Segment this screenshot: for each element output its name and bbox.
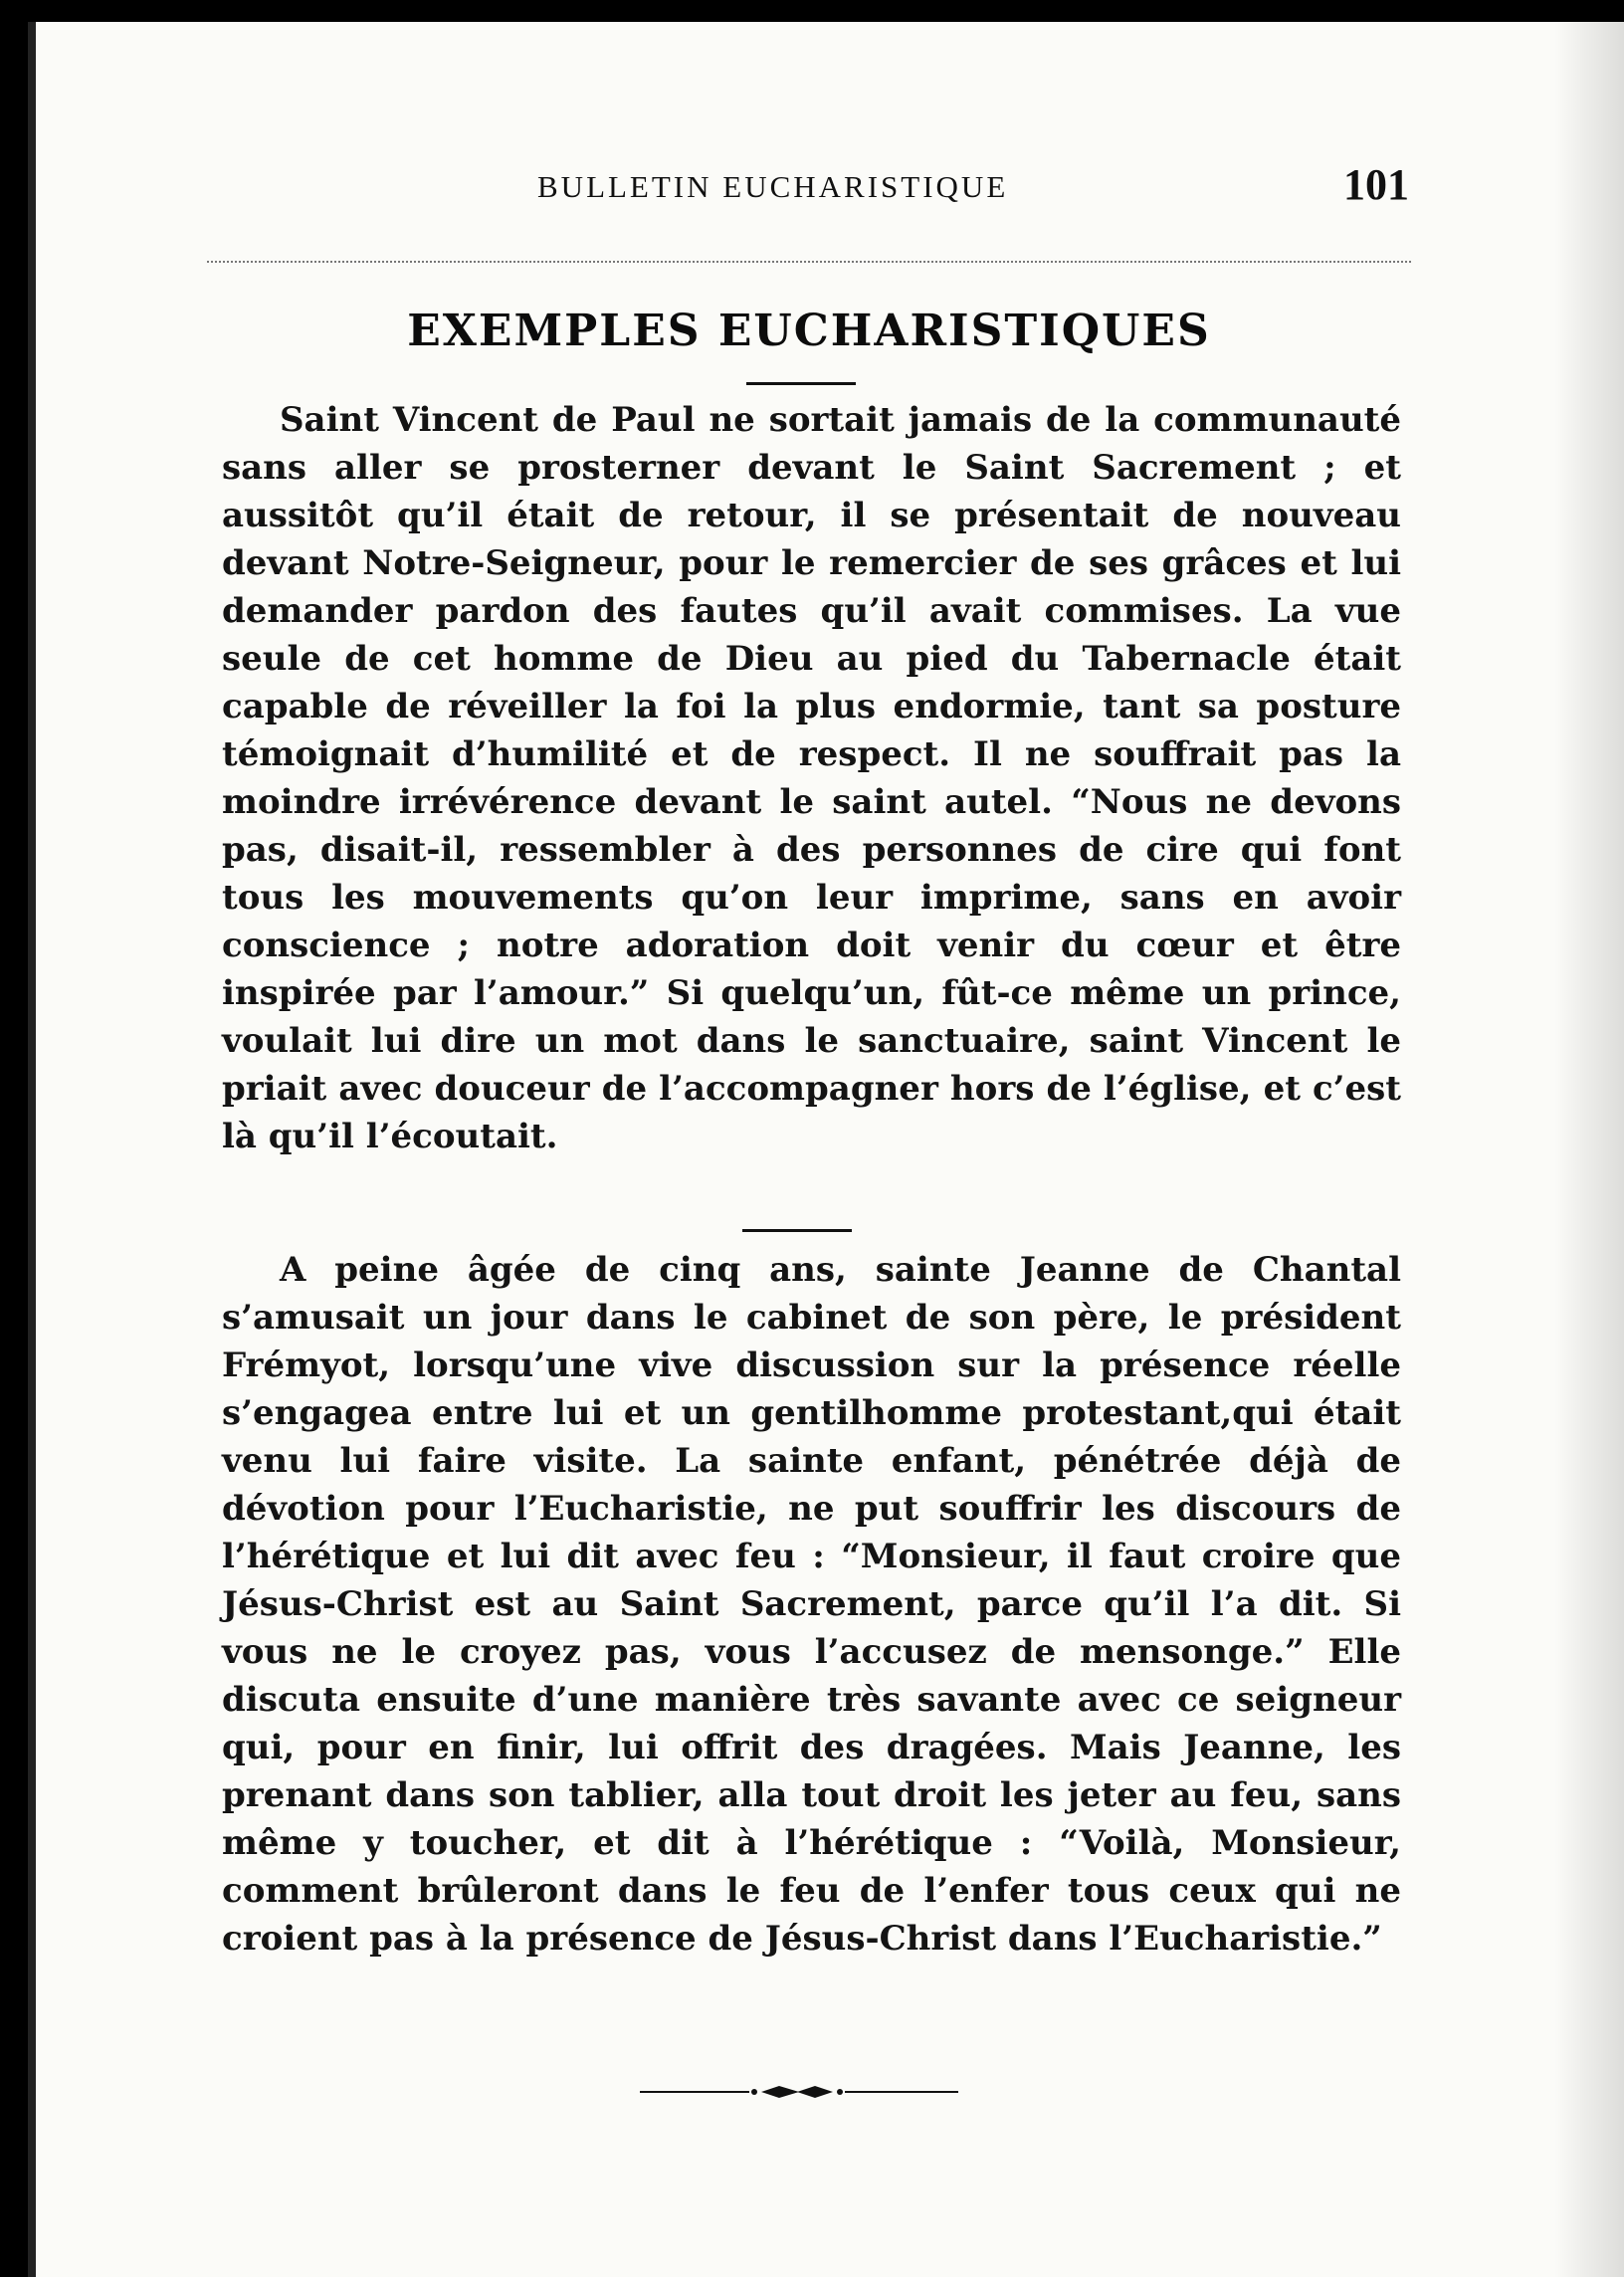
page-left-edge xyxy=(28,22,36,2277)
header-divider xyxy=(207,261,1411,263)
running-head: BULLETIN EUCHARISTIQUE xyxy=(537,169,1009,204)
paragraph-jeanne-de-chantal: A peine âgée de cinq ans, sainte Jeanne de Chantal s’amusait un jour dans le cabinet de son père, le président Frémyot, lorsqu’une vive discussion sur la présence réelle s’engagea entre lui et un gentilhomme protestant,qui était venu lui faire visite. La sainte enfant, pénétrée déjà de dévotion pour l’Eucharistie, ne put souffrir les discours de l’hérétique et lui dit avec feu : “Monsieur, il faut croire que Jésus-Christ est au Saint Sacrement, parce qu’il l’a dit. Si vous ne le croyez pas, vous l’accusez de mensonge.” Elle discuta ensuite d’une manière très savante avec ce seigneur qui, pour en finir, lui offrit des dragées. Mais Jeanne, les prenant dans son tablier, alla tout droit les jeter au feu, sans même y toucher, et dit à l’hérétique : “Voilà, Monsieur, comment brûleront dans le feu de l’enfer tous ceux qui ne croient pas à la présence de Jésus-Christ dans l’Eucharistie.” xyxy=(222,1250,1401,1959)
paragraph-separator xyxy=(742,1229,852,1232)
section-title: EXEMPLES EUCHARISTIQUES xyxy=(407,306,1211,356)
page-number: 101 xyxy=(1343,160,1409,209)
page-right-edge-shadow xyxy=(1554,22,1624,2277)
tailpiece-ornament xyxy=(640,2080,958,2104)
book-page xyxy=(28,22,1624,2277)
paragraph-saint-vincent: Saint Vincent de Paul ne sortait jamais de la communauté sans aller se prosterner devant le Saint Sacrement ; et aussitôt qu’il était de retour, il se présentait de nouveau devant Notre-Seigneur, pour le remercier de ses grâces et lui demander pardon des fautes qu’il avait commises. La vue seule de cet homme de Dieu au pied du Tabernacle était capable de réveiller la foi la plus endormie, tant sa posture témoignait d’humilité et de respect. Il ne souffrait pas la moindre irrévérence devant le saint autel. “Nous ne devons pas, disait-il, ressembler à des personnes de cire qui font tous les mouvements qu’on leur imprime, sans en avoir conscience ; notre adoration doit venir du cœur et être inspirée par l’amour.” Si quelqu’un, fût-ce même un prince, voulait lui dire un mot dans le sanctuaire, saint Vincent le priait avec douceur de l’accompagner hors de l’église, et c’est là qu’il l’écoutait. xyxy=(222,400,1401,1156)
title-underline xyxy=(746,382,856,385)
